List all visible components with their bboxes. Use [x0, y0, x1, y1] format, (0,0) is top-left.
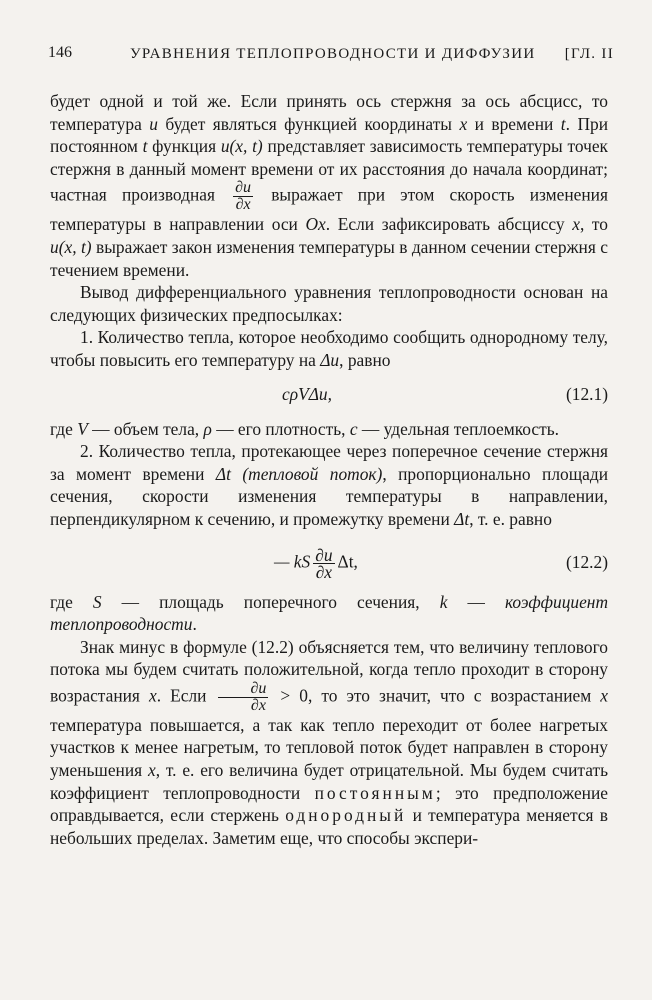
formula-12-2	[50, 531, 608, 591]
paragraph-continuation: будет одной и той же. Если принять ось стержня за ось абсцисс, то температура u будет являться функцией координаты x и времени t. При постоянном t функция u(x, t) представляет зависимость температуры точек стержня в данный момент времени от их расстояния до начала координат; частная производная $\frac{\partial u}{\partial x}$ выражает при этом скорость изменения температуры в направлении оси Ox. Если зафиксировать абсциссу x, то u(x, t) выражает закон изменения температуры в данном сечении стержня с течением времени.	[50, 91, 609, 280]
page-number: 146	[48, 44, 72, 61]
page-body	[50, 90, 608, 849]
formula-12-1	[50, 372, 608, 418]
formula-12-1-number: (12.1)	[565, 383, 608, 404]
formula-12-1-expression: cρVΔu,	[282, 383, 332, 404]
paragraph-premises: Вывод дифференциального уравнения теплопроводности основан на следующих физических предпосылках:	[50, 282, 608, 325]
header-title: УРАВНЕНИЯ ТЕПЛОПРОВОДНОСТИ И ДИФФУЗИИ	[130, 46, 536, 62]
formula-12-2-fraction: $\frac{\partial u}{\partial x}$	[315, 544, 333, 582]
formula-12-2-expression: — kS $\frac{\partial u}{\partial x}$ Δt,	[274, 544, 358, 582]
paragraph-sign-minus: Знак минус в формуле (12.2) объясняется тем, что величину теплового потока мы будем считать положительной, когда тепло проходит в сторону возрастания x. Если $\frac{\partial u}{\partial x}$ > 0, то это значит, что с возрастанием x температура повышается, а так как тепло переходит от более нагретых участков к менее нагретым, то тепловой поток будет направлен в сторону уменьшения x, т. е. его величина будет отрицательной. Мы будем считать коэффициент теплопроводности постоянным; это предположение оправдывается, если стержень однородный и температура меняется в небольших пределах. Заметим еще, что способы экспери-	[50, 636, 609, 848]
chapter-label: [ГЛ. II	[564, 46, 614, 62]
partial-derivative: $\frac{\partial u}{\partial x}$	[235, 179, 252, 214]
inline-derivative: $\frac{\partial u}{\partial x}$	[218, 681, 268, 714]
paragraph-premise-1: 1. Количество тепла, которое необходимо сообщить однородному телу, чтобы повысить его температуру на Δu, равно	[50, 327, 608, 370]
paragraph-premise-2: 2. Количество тепла, протекающее через поперечное сечение стержня за момент времени Δt (тепловой поток), пропорционально площади сечения, скорости изменения температуры в направлении, перпендикулярном к сечению, и промежутку времени Δt, т. е. равно	[50, 441, 609, 529]
paragraph-coefficient: где S — площадь поперечного сечения, k — коэффициент теплопроводности.	[50, 591, 608, 635]
formula-12-2-number: (12.2)	[565, 551, 608, 572]
paragraph-definitions: где V — объем тела, ρ — его плотность, c — удельная теплоемкость.	[50, 418, 560, 439]
running-header	[48, 42, 614, 64]
